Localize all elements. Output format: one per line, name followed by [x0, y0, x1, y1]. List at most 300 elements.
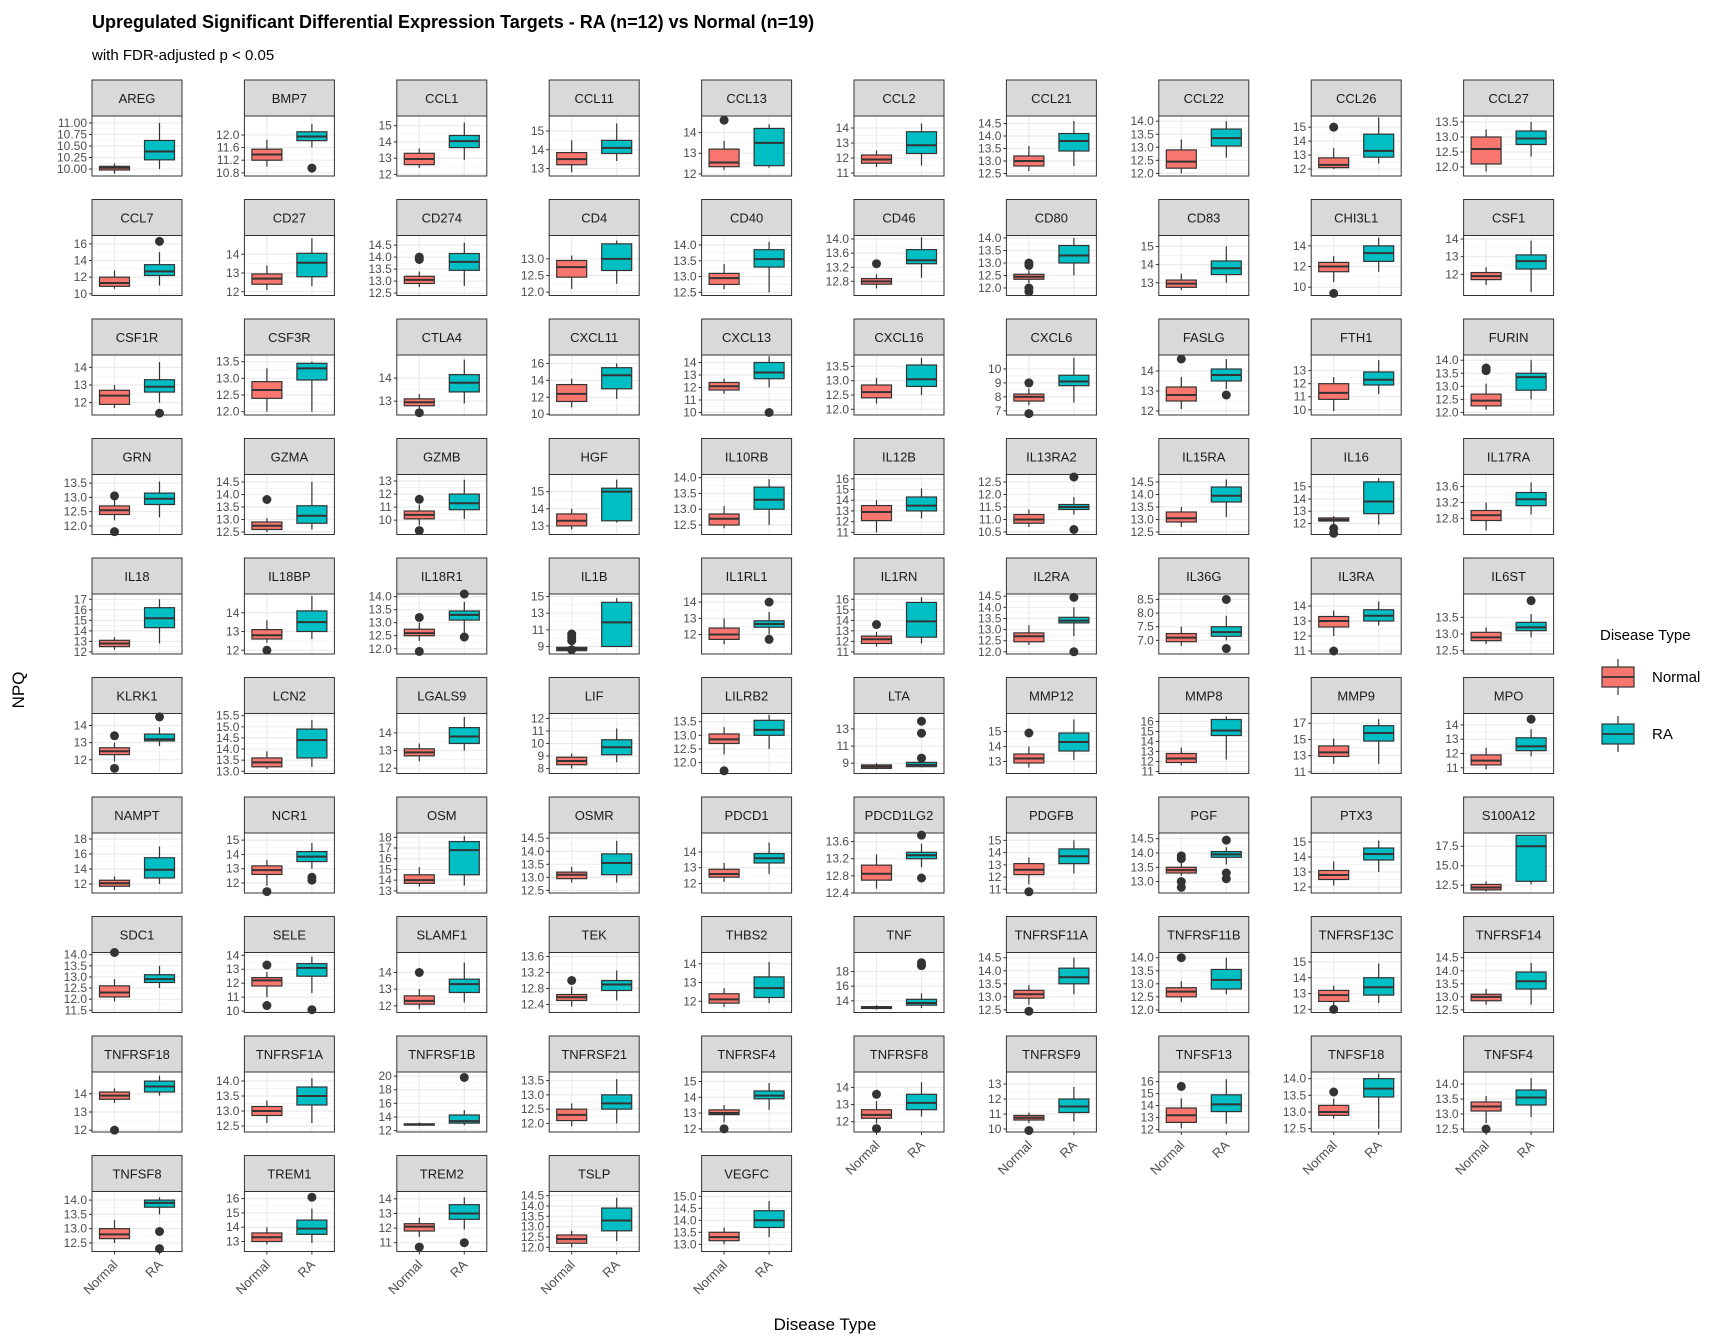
y-tick-label: 16 — [73, 602, 87, 617]
panel-csf1r — [74, 319, 182, 418]
y-tick-label: 14 — [835, 613, 849, 628]
outlier-point — [1024, 729, 1033, 738]
panel-il2ra — [978, 558, 1096, 659]
y-tick-label: 13.5 — [978, 611, 1002, 626]
y-tick-label: 13.0 — [63, 969, 87, 984]
panel-mmp12 — [988, 678, 1096, 774]
facet-label: PTX3 — [1339, 808, 1373, 823]
y-tick-label: 17 — [378, 841, 392, 855]
y-tick-label: 14.5 — [978, 116, 1002, 131]
y-tick-label: 13.0 — [1435, 989, 1459, 1004]
panel-cd46 — [826, 200, 944, 296]
panel-fth1 — [1293, 319, 1401, 417]
y-tick-label: 14 — [73, 253, 87, 268]
y-tick-label: 12.5 — [1435, 1122, 1459, 1136]
outlier-point — [415, 495, 424, 504]
facet-label: CCL1 — [425, 91, 459, 106]
y-tick-label: 13 — [683, 860, 697, 875]
y-tick-label: 13.0 — [216, 1104, 240, 1118]
y-tick-label: 12 — [835, 151, 849, 165]
facet-label: KLRK1 — [116, 688, 158, 704]
outlier-point — [1329, 289, 1338, 298]
panel-trem1 — [226, 1156, 334, 1298]
y-tick-label: 13.0 — [1435, 1107, 1459, 1121]
facet-panels — [57, 80, 1554, 1297]
outlier-point — [110, 764, 119, 773]
box-iqr — [862, 506, 892, 521]
y-tick-label: 12.5 — [978, 475, 1002, 489]
y-tick-label: 9 — [537, 749, 545, 763]
panel-trem2 — [378, 1156, 486, 1298]
y-tick-label: 12 — [378, 1123, 392, 1138]
y-tick-label: 12 — [1445, 746, 1459, 761]
y-tick-label: 11 — [988, 882, 1002, 897]
box-iqr — [1211, 1095, 1241, 1112]
outlier-point — [872, 259, 881, 268]
panel-gzmb — [378, 439, 486, 536]
y-tick-label: 13.5 — [1130, 860, 1154, 875]
y-tick-label: 12.5 — [673, 285, 697, 300]
y-tick-label: 13 — [835, 503, 849, 518]
outlier-point — [155, 1227, 164, 1236]
y-tick-label: 14 — [73, 1086, 87, 1101]
y-tick-label: 12 — [73, 644, 87, 659]
y-tick-label: 14 — [683, 844, 697, 859]
y-tick-label: 12.5 — [978, 1002, 1002, 1017]
panel-cxcl16 — [826, 319, 944, 416]
panel-gzma — [216, 439, 334, 540]
y-tick-label: 14.0 — [368, 589, 392, 604]
y-tick-label: 14 — [1292, 599, 1307, 613]
box-iqr — [907, 250, 937, 264]
y-tick-label: 13.0 — [63, 490, 87, 505]
box-iqr — [145, 140, 175, 159]
y-tick-label: 12.5 — [216, 1119, 240, 1133]
outlier-point — [262, 887, 271, 896]
panel-ccl11 — [531, 80, 639, 176]
box-iqr — [754, 487, 784, 509]
box-ra — [1516, 835, 1546, 884]
y-tick-label: 12.0 — [978, 644, 1002, 659]
y-tick-label: 16 — [378, 1096, 392, 1111]
facet-label: IL18BP — [268, 569, 311, 584]
y-tick-label: 13.5 — [216, 500, 240, 514]
box-iqr — [449, 979, 479, 992]
panel-osmr — [521, 797, 639, 897]
facet-label: CHI3L1 — [1334, 210, 1379, 226]
legend-item-ra — [1602, 716, 1673, 752]
box-iqr — [1059, 968, 1089, 984]
y-tick-label: 14 — [1140, 734, 1154, 749]
facet-label: CTLA4 — [421, 330, 463, 345]
y-tick-label: 14.5 — [216, 475, 240, 489]
y-tick-label: 14.0 — [1130, 846, 1154, 860]
y-tick-label: 10 — [378, 513, 392, 528]
y-tick-label: 13.0 — [978, 622, 1002, 637]
panel-chi3l1 — [1293, 200, 1401, 298]
box-iqr — [404, 875, 434, 884]
facet-label: IL1B — [580, 569, 608, 584]
outlier-point — [460, 1238, 469, 1247]
y-tick-label: 13.5 — [520, 1209, 545, 1224]
panel-tnfrsf11a — [978, 917, 1096, 1017]
y-tick-label: 15.5 — [216, 708, 240, 723]
facet-label: IL2RA — [1033, 569, 1070, 584]
y-tick-label: 13.0 — [1282, 1105, 1307, 1119]
facet-label: SELE — [272, 927, 307, 943]
panel-pdgfb — [988, 797, 1096, 896]
facet-label: TNFRSF1A — [255, 1047, 323, 1062]
panel-cxcl6 — [988, 319, 1096, 418]
y-tick-label: 14.0 — [368, 250, 392, 265]
y-tick-label: 14 — [226, 847, 240, 862]
y-tick-label: 14 — [1140, 364, 1154, 378]
facet-label: IL3RA — [1338, 569, 1375, 584]
facet-label: TNFRSF8 — [869, 1047, 929, 1062]
y-tick-label: 11.00 — [57, 115, 87, 130]
y-tick-label: 16 — [226, 1191, 240, 1206]
y-tick-label: 12.5 — [63, 1235, 87, 1250]
facet-label: TNFRSF11A — [1014, 927, 1089, 943]
y-tick-label: 13 — [1292, 504, 1307, 519]
facet-label: PDCD1 — [724, 808, 769, 823]
y-tick-label: 13 — [988, 1077, 1002, 1091]
x-tick-label: RA — [751, 1257, 776, 1281]
facet-label: LILRB2 — [724, 688, 769, 704]
y-tick-label: 13 — [835, 623, 849, 638]
panel-lcn2 — [216, 678, 334, 779]
y-tick-label: 10.75 — [56, 127, 87, 142]
outlier-point — [1177, 851, 1186, 860]
y-tick-label: 14.0 — [673, 237, 697, 252]
y-tick-label: 13 — [226, 266, 240, 280]
facet-label: CCL26 — [1335, 91, 1377, 106]
y-tick-label: 13 — [73, 735, 87, 750]
outlier-point — [460, 633, 469, 642]
y-tick-label: 12.5 — [978, 268, 1002, 283]
box-iqr — [449, 842, 479, 875]
box-iqr — [297, 964, 327, 977]
facet-label: IL17RA — [1486, 449, 1531, 465]
y-tick-label: 12 — [226, 643, 240, 658]
outlier-point — [415, 408, 424, 417]
y-tick-label: 14 — [683, 956, 697, 971]
y-tick-label: 12.5 — [520, 1102, 545, 1117]
y-tick-label: 12 — [73, 752, 87, 767]
y-tick-label: 11 — [1293, 764, 1307, 779]
y-tick-label: 15 — [1140, 239, 1154, 254]
facet-label: CD4 — [581, 210, 608, 226]
facet-label: CXCL6 — [1030, 330, 1073, 345]
y-tick-label: 12 — [1292, 629, 1307, 643]
facet-label: MMP9 — [1337, 688, 1375, 704]
y-tick-label: 14.5 — [673, 1201, 697, 1216]
y-tick-label: 15 — [73, 613, 87, 628]
y-tick-label: 12.5 — [63, 981, 87, 996]
panel-cxcl11 — [531, 319, 639, 421]
y-tick-label: 14 — [1292, 134, 1307, 149]
facet-label: CSF1 — [1491, 210, 1526, 226]
panel-il18bp — [226, 558, 334, 657]
box-iqr — [1059, 375, 1089, 385]
y-tick-label: 11 — [1293, 389, 1307, 404]
y-tick-label: 14 — [73, 623, 87, 638]
y-tick-label: 13 — [378, 982, 392, 997]
y-tick-label: 14.0 — [1435, 1077, 1459, 1091]
facet-label: S100A12 — [1481, 808, 1536, 823]
y-tick-label: 12.0 — [1435, 160, 1459, 174]
y-tick-label: 12.5 — [1435, 643, 1459, 658]
outlier-point — [110, 1126, 119, 1135]
panel-tnfrsf14 — [1435, 917, 1553, 1017]
y-tick-label: 13 — [73, 378, 87, 392]
y-tick-label: 13 — [835, 721, 849, 736]
y-tick-label: 12.5 — [1435, 392, 1459, 407]
y-tick-label: 12 — [378, 998, 392, 1013]
y-tick-label: 15 — [1292, 732, 1307, 747]
y-tick-label: 13.6 — [825, 834, 849, 849]
x-tick-label: RA — [1361, 1137, 1385, 1161]
facet-label: IL13RA2 — [1026, 449, 1077, 465]
y-tick-label: 14.5 — [520, 831, 545, 846]
y-tick-label: 14.5 — [1130, 831, 1154, 846]
outlier-point — [872, 1090, 881, 1099]
box-iqr — [754, 720, 784, 735]
y-tick-label: 14 — [683, 1090, 697, 1105]
y-tick-label: 16 — [378, 851, 392, 866]
outlier-point — [1177, 953, 1186, 962]
box-iqr — [1319, 746, 1349, 757]
facet-label: FASLG — [1182, 330, 1225, 345]
y-tick-label: 11 — [1293, 644, 1307, 658]
y-tick-label: 12.0 — [673, 755, 697, 770]
y-tick-label: 12 — [835, 514, 849, 529]
y-tick-label: 13 — [1292, 614, 1307, 628]
facet-label: CCL11 — [574, 91, 614, 106]
y-tick-label: 12.5 — [1435, 1002, 1459, 1017]
y-tick-label: 13.0 — [1130, 140, 1154, 155]
y-tick-label: 11 — [684, 393, 697, 407]
outlier-point — [1527, 715, 1536, 724]
panel-grn — [64, 439, 182, 537]
y-tick-label: 12.0 — [520, 1116, 545, 1131]
y-tick-label: 14 — [226, 948, 240, 963]
y-tick-label: 14.0 — [978, 600, 1002, 615]
panel-tnfsf4 — [1435, 1036, 1553, 1178]
panel-tnfrsf1a — [216, 1036, 334, 1133]
y-tick-label: 16 — [1140, 1074, 1154, 1089]
outlier-point — [917, 874, 926, 883]
panel-background — [244, 833, 334, 893]
x-tick-label: Normal — [385, 1257, 426, 1298]
y-tick-label: 15 — [530, 124, 545, 138]
y-tick-label: 12.5 — [1130, 989, 1154, 1004]
y-tick-label: 14 — [530, 501, 545, 516]
y-tick-label: 13.0 — [1435, 130, 1459, 144]
y-tick-label: 14.5 — [368, 238, 392, 253]
facet-label: GRN — [122, 449, 152, 465]
y-tick-label: 8.5 — [1137, 592, 1154, 607]
outlier-point — [155, 237, 164, 246]
y-tick-label: 12.5 — [1130, 153, 1154, 168]
box-iqr — [100, 986, 130, 997]
y-tick-label: 12.0 — [63, 992, 87, 1007]
box-iqr — [907, 132, 937, 154]
box-iqr — [252, 978, 282, 986]
outlier-point — [1222, 869, 1231, 878]
y-tick-label: 16 — [73, 236, 87, 251]
y-tick-label: 13 — [1292, 748, 1307, 763]
y-tick-label: 13.5 — [978, 141, 1002, 156]
y-tick-label: 12.5 — [216, 525, 240, 539]
facet-label: TREM2 — [419, 1166, 464, 1182]
facet-label: TSLP — [577, 1166, 611, 1182]
y-tick-label: 11.5 — [64, 1003, 87, 1018]
y-tick-label: 14.5 — [216, 730, 240, 745]
outlier-point — [567, 976, 576, 985]
y-tick-label: 15 — [1140, 724, 1154, 739]
y-tick-label: 10.8 — [216, 165, 240, 180]
panel-tnfsf13 — [1140, 1036, 1248, 1178]
y-tick-label: 15.0 — [1435, 858, 1459, 873]
y-tick-label: 13.2 — [825, 851, 849, 866]
y-tick-label: 14.0 — [673, 470, 697, 485]
x-axis-label: Disease Type — [773, 1315, 877, 1334]
box-iqr — [1211, 720, 1241, 736]
facet-label: AREG — [118, 91, 156, 106]
y-tick-label: 11 — [836, 739, 849, 754]
y-tick-label: 14 — [378, 873, 392, 888]
y-tick-label: 12 — [1292, 1002, 1307, 1017]
outlier-point — [1222, 644, 1231, 653]
panel-tnfsf8 — [64, 1156, 182, 1298]
y-tick-label: 12 — [1140, 404, 1154, 418]
y-tick-label: 13.5 — [1130, 127, 1154, 142]
y-tick-label: 14 — [1140, 1098, 1154, 1113]
y-tick-label: 12.0 — [1130, 1002, 1154, 1017]
y-tick-label: 15.0 — [216, 719, 240, 734]
outlier-point — [917, 729, 926, 738]
y-tick-label: 13.5 — [978, 243, 1002, 258]
y-tick-label: 14 — [835, 493, 849, 508]
facet-label: VEGFC — [724, 1166, 769, 1182]
panel-nampt — [74, 797, 182, 893]
y-tick-label: 12.5 — [1435, 145, 1459, 159]
y-axis-label: NPQ — [9, 671, 28, 709]
box-iqr — [1319, 384, 1349, 400]
x-tick-label: Normal — [994, 1137, 1036, 1178]
facet-label: CXCL13 — [722, 330, 772, 345]
y-tick-label: 13.5 — [1130, 500, 1154, 514]
outlier-point — [1069, 473, 1078, 482]
box-iqr — [602, 488, 632, 521]
panel-ccl13 — [683, 80, 791, 181]
panel-cd274 — [368, 200, 486, 301]
facet-label: CXCL11 — [570, 330, 619, 345]
panel-pdcd1lg2 — [826, 797, 944, 900]
outlier-point — [1329, 524, 1338, 533]
y-tick-label: 13.0 — [520, 1087, 545, 1102]
y-tick-label: 11 — [531, 622, 545, 637]
y-tick-label: 12.5 — [978, 166, 1002, 181]
y-tick-label: 10.50 — [56, 139, 87, 153]
facet-label: IL18 — [124, 569, 150, 584]
facet-label: IL15RA — [1182, 449, 1226, 465]
y-tick-label: 14 — [988, 845, 1002, 860]
y-tick-label: 18 — [73, 832, 87, 846]
y-tick-label: 11 — [379, 1235, 392, 1250]
panel-bmp7 — [216, 80, 334, 180]
x-tick-label: Normal — [537, 1257, 578, 1298]
panel-ccl26 — [1293, 80, 1401, 176]
box-iqr — [449, 1205, 479, 1220]
y-tick-label: 12.4 — [825, 886, 849, 900]
y-tick-label: 12 — [1445, 267, 1459, 282]
box-iqr — [602, 602, 632, 646]
facet-label: TNFRSF18 — [104, 1047, 170, 1062]
x-tick-label: RA — [1209, 1137, 1233, 1161]
y-tick-label: 9 — [994, 375, 1002, 390]
outlier-point — [262, 961, 271, 970]
box-iqr — [754, 363, 784, 379]
y-tick-label: 15 — [835, 482, 849, 497]
y-tick-label: 13.5 — [1435, 1092, 1459, 1106]
x-tick-label: RA — [142, 1257, 166, 1281]
x-tick-label: RA — [1056, 1137, 1081, 1161]
panel-osm — [378, 797, 486, 898]
y-tick-label: 13.5 — [1435, 610, 1459, 625]
y-tick-label: 13.5 — [673, 1225, 697, 1240]
y-tick-label: 14 — [530, 142, 545, 157]
facet-label: CD46 — [882, 210, 916, 226]
y-tick-label: 12 — [73, 395, 87, 410]
y-tick-label: 14.5 — [1435, 950, 1459, 965]
box-iqr — [297, 1220, 327, 1234]
y-tick-label: 12 — [835, 1114, 849, 1129]
y-tick-label: 13.0 — [520, 251, 545, 266]
facet-label: TNFSF8 — [112, 1166, 162, 1182]
facet-label: PDGFB — [1029, 808, 1074, 823]
y-tick-label: 13.5 — [1282, 1088, 1307, 1103]
y-tick-label: 13.0 — [978, 989, 1002, 1004]
panel-background — [1159, 355, 1249, 415]
outlier-point — [262, 495, 271, 504]
facet-label: CSF1R — [115, 330, 159, 345]
panel-vegfc — [673, 1156, 791, 1298]
facet-label: CD274 — [421, 210, 463, 226]
box-iqr — [297, 253, 327, 276]
outlier-point — [1024, 284, 1033, 293]
facet-label: TNFSF13 — [1175, 1047, 1232, 1062]
chart-title: Upregulated Significant Differential Expression Targets - RA (n=12) vs Normal (n=19) — [92, 12, 815, 32]
panel-ncr1 — [226, 797, 334, 896]
box-iqr — [449, 494, 479, 510]
box-iqr — [1166, 150, 1196, 168]
y-tick-label: 10 — [530, 736, 545, 751]
y-tick-label: 13.0 — [520, 1219, 545, 1234]
box-ra — [602, 598, 632, 646]
y-tick-label: 14 — [226, 1220, 240, 1235]
panel-il18r1 — [368, 558, 486, 656]
y-tick-label: 13 — [1140, 384, 1154, 398]
y-tick-label: 14.0 — [520, 844, 545, 859]
box-iqr — [297, 363, 327, 380]
y-tick-label: 13.5 — [520, 1073, 545, 1088]
facet-label: THBS2 — [725, 927, 768, 943]
y-tick-label: 16 — [530, 356, 545, 371]
y-tick-label: 14.5 — [520, 1188, 545, 1203]
y-tick-label: 14 — [378, 1191, 392, 1206]
